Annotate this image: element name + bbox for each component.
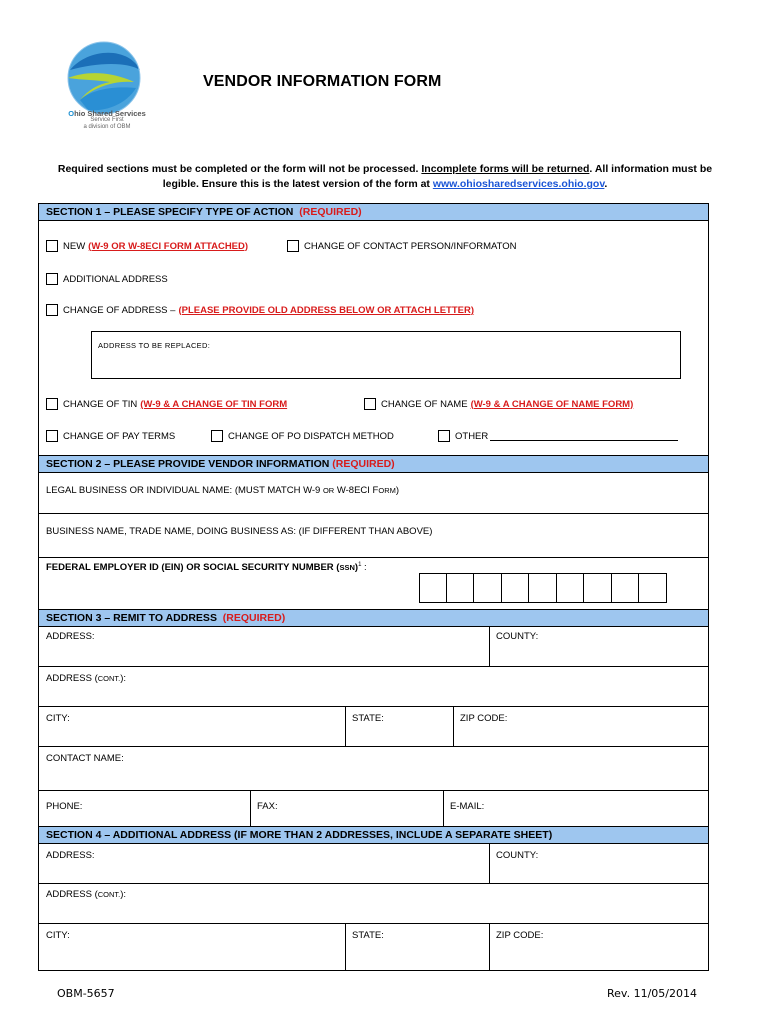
remit-city-row: CITY: STATE: ZIP CODE: xyxy=(39,707,708,747)
ein-digit-box[interactable] xyxy=(502,573,530,603)
additional-state-field[interactable]: STATE: xyxy=(345,924,346,970)
vendor-form xyxy=(38,203,709,971)
change-name-checkbox[interactable] xyxy=(364,398,376,410)
change-pay-terms-option: CHANGE OF PAY TERMS xyxy=(46,430,175,442)
other-input[interactable] xyxy=(490,432,678,441)
remit-email-field[interactable]: E-MAIL: xyxy=(443,791,444,827)
section3-header: SECTION 3 – REMIT TO ADDRESS (REQUIRED) xyxy=(39,609,708,627)
change-pay-terms-checkbox[interactable] xyxy=(46,430,58,442)
ein-digit-box[interactable] xyxy=(447,573,475,603)
address-to-replace-field[interactable]: ADDRESS TO BE REPLACED: xyxy=(91,331,681,379)
ein-digit-box[interactable] xyxy=(639,573,667,603)
remit-address-row: ADDRESS: COUNTY: xyxy=(39,627,708,667)
ein-digit-boxes xyxy=(419,573,667,603)
form-title: VENDOR INFORMATION FORM xyxy=(203,73,442,90)
additional-zip-field[interactable]: ZIP CODE: xyxy=(489,924,490,970)
remit-fax-field[interactable]: FAX: xyxy=(250,791,251,827)
ein-digit-box[interactable] xyxy=(474,573,502,603)
legal-name-field[interactable]: LEGAL BUSINESS OR INDIVIDUAL NAME: (MUST MATCH W-9 OR W-8ECI FORM) xyxy=(39,473,708,514)
other-checkbox[interactable] xyxy=(438,430,450,442)
revision-date: Rev. 11/05/2014 xyxy=(607,987,697,1000)
other-option: OTHER xyxy=(438,430,678,442)
ein-digit-box[interactable] xyxy=(419,573,447,603)
change-address-option: CHANGE OF ADDRESS – (PLEASE PROVIDE OLD ADDRESS BELOW OR ATTACH LETTER) xyxy=(46,304,474,316)
contact-change-checkbox[interactable] xyxy=(287,240,299,252)
intro-instructions: Required sections must be completed or the form will not be processed. Incomplete forms will be returned. All information must be legible. Ensure this is the latest version of the form at www.ohiosharedservices.ohio.gov. xyxy=(57,163,713,190)
change-name-option: CHANGE OF NAME (W-9 & A CHANGE OF NAME FORM) xyxy=(364,398,633,410)
ein-digit-box[interactable] xyxy=(584,573,612,603)
remit-address-cont-field[interactable]: ADDRESS (CONT.): xyxy=(39,667,708,707)
ein-label: FEDERAL EMPLOYER ID (EIN) OR SOCIAL SECURITY NUMBER (SSN)$^1$ : xyxy=(46,562,367,574)
new-vendor-option: NEW (W-9 OR W-8ECI FORM ATTACHED) xyxy=(46,240,248,252)
change-po-dispatch-option: CHANGE OF PO DISPATCH METHOD xyxy=(211,430,394,442)
additional-city-row: CITY: STATE: ZIP CODE: xyxy=(39,924,708,970)
change-address-checkbox[interactable] xyxy=(46,304,58,316)
form-id: OBM-5657 xyxy=(57,987,115,1000)
remit-zip-field[interactable]: ZIP CODE: xyxy=(453,707,454,746)
change-tin-option: CHANGE OF TIN (W-9 & A CHANGE OF TIN FORM xyxy=(46,398,287,410)
additional-address-checkbox[interactable] xyxy=(46,273,58,285)
section2-header: SECTION 2 – PLEASE PROVIDE VENDOR INFORMATION (REQUIRED) xyxy=(39,455,708,473)
dba-name-field[interactable]: BUSINESS NAME, TRADE NAME, DOING BUSINESS AS: (IF DIFFERENT THAN ABOVE) xyxy=(39,514,708,558)
ein-digit-box[interactable] xyxy=(529,573,557,603)
remit-phone-row: PHONE: FAX: E-MAIL: xyxy=(39,791,708,827)
section1-header: SECTION 1 – PLEASE SPECIFY TYPE OF ACTION (REQUIRED) xyxy=(39,203,708,221)
additional-address-row: ADDRESS: COUNTY: xyxy=(39,844,708,884)
remit-contact-name-field[interactable]: CONTACT NAME: xyxy=(39,747,708,791)
remit-county-field[interactable]: COUNTY: xyxy=(489,627,490,666)
additional-address-option: ADDITIONAL ADDRESS xyxy=(46,273,168,285)
change-tin-checkbox[interactable] xyxy=(46,398,58,410)
additional-address-cont-field[interactable]: ADDRESS (CONT.): xyxy=(39,884,708,924)
change-po-dispatch-checkbox[interactable] xyxy=(211,430,223,442)
additional-county-field[interactable]: COUNTY: xyxy=(489,844,490,883)
logo-caption: Ohio Shared Services Service First a division of OBM xyxy=(68,109,146,130)
website-link[interactable]: www.ohiosharedservices.ohio.gov xyxy=(432,178,605,190)
ein-digit-box[interactable] xyxy=(557,573,585,603)
remit-state-field[interactable]: STATE: xyxy=(345,707,346,746)
section4-header: SECTION 4 – ADDITIONAL ADDRESS (IF MORE THAN 2 ADDRESSES, INCLUDE A SEPARATE SHEET) xyxy=(39,826,708,844)
ein-digit-box[interactable] xyxy=(612,573,640,603)
contact-change-option: CHANGE OF CONTACT PERSON/INFORMATON xyxy=(287,240,517,252)
new-vendor-checkbox[interactable] xyxy=(46,240,58,252)
